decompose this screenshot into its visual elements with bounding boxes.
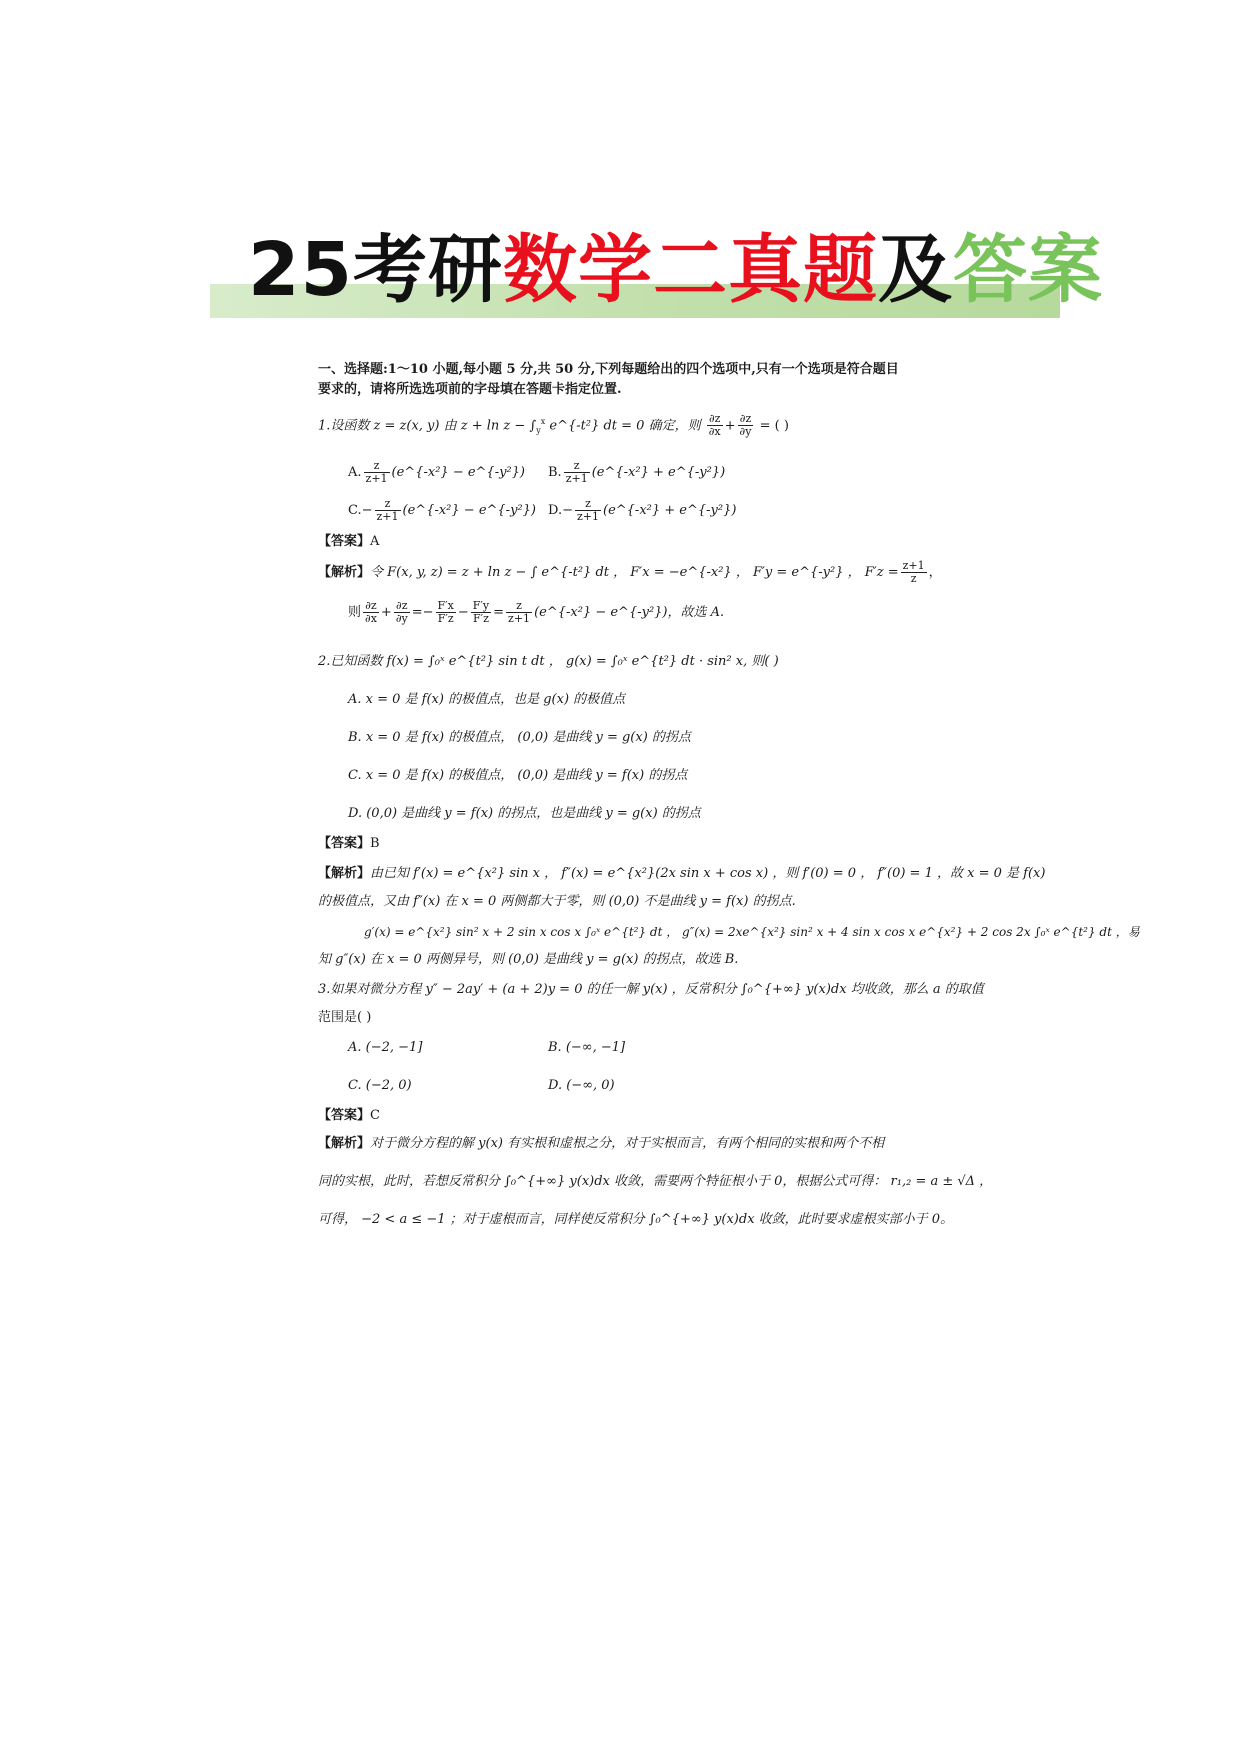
q1-stem-tail: = ( ) bbox=[759, 418, 789, 434]
q1-option-d-label: D.− bbox=[548, 503, 573, 518]
section-heading-line-1: 一、选择题:1～10 小题,每小题 5 分,共 50 分,下列每题给出的四个选项中,只有一个选项是符合题目 bbox=[318, 362, 899, 377]
q2-answer-value: B bbox=[370, 836, 380, 851]
q1-option-b-label: B. bbox=[548, 465, 562, 480]
q2-analysis-text-1: 由已知 f′(x) = e^{x²} sin x ， f″(x) = e^{x²}(2x sin x + cos x) ，则 f′(0) = 0 ， f″(0) = 1 ，故 x = 0 是 f(x) bbox=[370, 866, 1046, 881]
q1-fraction-dzdx: $\frac{\partial z}{\partial x}$ bbox=[708, 412, 721, 439]
q1-frac-2: $\frac{\partial z}{\partial y}$ bbox=[395, 599, 408, 625]
q3-analysis-line-2: 同的实根，此时，若想反常积分 ∫₀^{+∞} y(x)dx 收敛，需要两个特征根小于 0，根据公式可得： r₁,₂ = a ± √Δ ， bbox=[318, 1174, 993, 1189]
q1-option-a bbox=[348, 460, 525, 485]
title-part-green: 答案 bbox=[952, 227, 1103, 313]
q1-answer-value: A bbox=[370, 534, 380, 549]
q1-option-b-fraction: $\frac{z}{z+1}$ bbox=[565, 459, 588, 485]
q1-analysis-text-1: 令 F(x, y, z) = z + ln z − ∫ e^{-t²} dt ， F′x = −e^{-x²} ， F′y = e^{-y²} ， F′z = bbox=[370, 565, 899, 580]
q1-analysis-line-1: 【解析】令 F(x, y, z) = z + ln z − ∫ e^{-t²} dt ， F′x = −e^{-x²} ， F′y = e^{-y²} ， F′z = $\frac{z+1}{z}$ ， bbox=[318, 559, 942, 585]
q1-option-c-fraction: $\frac{z}{z+1}$ bbox=[376, 497, 399, 523]
q3-analysis-line-3: 可得， −2 < a ≤ −1 ；对于虚根而言，同样使反常积分 ∫₀^{+∞} y(x)dx 收敛，此时要求虚根实部小于 0。 bbox=[318, 1212, 954, 1227]
title-part-black-2: 及 bbox=[877, 227, 953, 313]
q3-answer-value: C bbox=[370, 1108, 380, 1123]
q1-option-c bbox=[348, 498, 536, 523]
q2-analysis-line-3: g′(x) = e^{x²} sin² x + 2 sin x cos x ∫₀ˣ e^{t²} dt ， g″(x) = 2xe^{x²} sin² x + 4 sin x cos x e^{x²} + 2 cos 2x ∫₀ˣ e^{t²} dt ，易 bbox=[364, 925, 1140, 939]
q1-answer-label: 【答案】 bbox=[318, 534, 371, 549]
q1-frac-1: $\frac{\partial z}{\partial x}$ bbox=[365, 599, 377, 625]
q2-answer bbox=[318, 834, 380, 854]
q3-answer bbox=[318, 1106, 380, 1126]
q3-analysis-text-1: 对于微分方程的解 y(x) 有实根和虚根之分，对于实根而言，有两个相同的实根和两个不相 bbox=[370, 1136, 885, 1151]
section-heading-line-2: 要求的，请将所选选项前的字母填在答题卡指定位置. bbox=[318, 382, 622, 397]
q1-analysis-text-2b: (e^{-x²} − e^{-y²})，故选 A. bbox=[534, 605, 725, 620]
q1-frac-4: $\frac{F'y}{F'z}$ bbox=[472, 599, 490, 625]
q1-stem-rest: e^{-t²} dt = 0 确定，则 bbox=[549, 418, 701, 434]
q2-analysis-label: 【解析】 bbox=[318, 866, 371, 881]
q3-option-b: B. (−∞, −1] bbox=[548, 1040, 626, 1055]
title-part-black: 25考研 bbox=[248, 227, 503, 313]
q2-analysis-line-2: 的极值点，又由 f″(x) 在 x = 0 两侧都大于零，则 (0,0) 不是曲线 y = f(x) 的拐点. bbox=[318, 894, 796, 909]
q2-option-a: A. x = 0 是 f(x) 的极值点，也是 g(x) 的极值点 bbox=[348, 692, 626, 707]
q1-option-a-fraction: $\frac{z}{z+1}$ bbox=[365, 459, 388, 485]
q1-fraction-dzdy: $\frac{\partial z}{\partial y}$ bbox=[739, 412, 752, 439]
q3-option-d: D. (−∞, 0) bbox=[548, 1078, 615, 1093]
q2-answer-label: 【答案】 bbox=[318, 836, 371, 851]
q3-stem-line-1: 3.如果对微分方程 y″ − 2ay′ + (a + 2)y = 0 的任一解 y(x) ，反常积分 ∫₀^{+∞} y(x)dx 均收敛，那么 a 的取值 bbox=[318, 982, 984, 997]
q1-option-c-tail: (e^{-x²} − e^{-y²}) bbox=[402, 503, 536, 518]
q2-option-b: B. x = 0 是 f(x) 的极值点， (0,0) 是曲线 y = g(x) 的拐点 bbox=[348, 730, 691, 745]
q3-option-a: A. (−2, −1] bbox=[348, 1040, 423, 1055]
q1-stem: 1.设函数 z = z(x, y) 由 $z + \ln z - \int_y^x$ e^{-t²} dt = 0 确定，则 $\frac{\partial z}{\partial x}$ + $\frac{\partial z}{\partial y}$ = ( ) bbox=[318, 412, 789, 439]
q2-option-c: C. x = 0 是 f(x) 的极值点， (0,0) 是曲线 y = f(x) 的拐点 bbox=[348, 768, 688, 783]
q1-analysis-fraction-fz: $\frac{z+1}{z}$ bbox=[902, 559, 925, 585]
q1-option-b-tail: (e^{-x²} + e^{-y²}) bbox=[591, 465, 726, 480]
q3-analysis-line-1 bbox=[318, 1134, 884, 1154]
title-banner bbox=[210, 227, 1103, 318]
q1-option-d-tail: (e^{-x²} + e^{-y²}) bbox=[603, 503, 737, 518]
q1-frac-3: $\frac{F'x}{F'z}$ bbox=[437, 599, 454, 625]
q1-analysis-line-2: 则 $\frac{\partial z}{\partial x}$ + $\frac{\partial z}{\partial y}$ =− $\frac{F'x}{F'z}$ − $\frac{F'y}{F'z}$ = $\frac{z}{z+1}$ (e^{-x²} − e^{-y²})，故选 A. bbox=[348, 599, 725, 625]
q1-analysis-text-2a: 则 bbox=[348, 605, 362, 620]
q1-stem-text: 1.设函数 z = z(x, y) 由 z + ln z − ∫ bbox=[318, 418, 537, 434]
q1-option-d bbox=[548, 498, 736, 523]
q2-analysis-line-4: 知 g″(x) 在 x = 0 两侧异号，则 (0,0) 是曲线 y = g(x) 的拐点，故选 B. bbox=[318, 952, 739, 967]
q1-frac-5: $\frac{z}{z+1}$ bbox=[508, 599, 531, 625]
q3-analysis-label: 【解析】 bbox=[318, 1136, 371, 1151]
q3-stem-line-2: 范围是( ) bbox=[318, 1010, 372, 1025]
title-part-red: 数学二真题 bbox=[502, 227, 878, 313]
q1-option-a-tail: (e^{-x²} − e^{-y²}) bbox=[391, 465, 525, 480]
q3-option-c: C. (−2, 0) bbox=[348, 1078, 412, 1093]
q1-option-b bbox=[548, 460, 725, 485]
q2-stem: 2.已知函数 f(x) = ∫₀ˣ e^{t²} sin t dt ， g(x) = ∫₀ˣ e^{t²} dt · sin² x, 则( ) bbox=[318, 654, 779, 669]
q1-option-c-label: C.− bbox=[348, 503, 373, 518]
document-title bbox=[248, 222, 1103, 318]
q3-answer-label: 【答案】 bbox=[318, 1108, 371, 1123]
q1-option-d-fraction: $\frac{z}{z+1}$ bbox=[576, 497, 599, 523]
q2-analysis-line-1 bbox=[318, 864, 1045, 884]
q1-option-a-label: A. bbox=[348, 465, 362, 480]
q2-option-d: D. (0,0) 是曲线 y = f(x) 的拐点，也是曲线 y = g(x) 的拐点 bbox=[348, 806, 701, 821]
q1-analysis-label: 【解析】 bbox=[318, 565, 371, 580]
q1-answer bbox=[318, 532, 379, 552]
